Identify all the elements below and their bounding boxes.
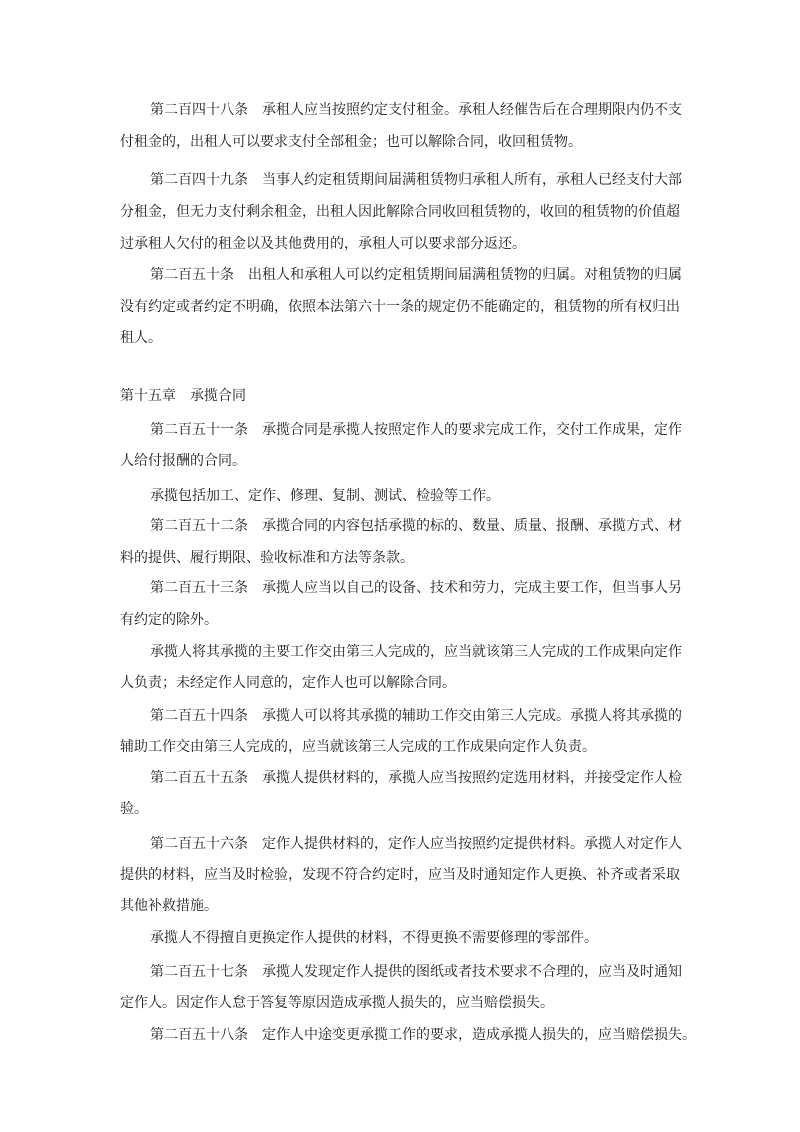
paragraph-no-replace: 承揽人不得擅自更换定作人提供的材料，不得更换不需要修理的零部件。 <box>150 930 598 946</box>
chapter-title: 第十五章 承揽合同 <box>120 388 246 404</box>
article-248-line-1: 第二百四十八条 承租人应当按照约定支付租金。承租人经催告后在合理期限内仍不支 <box>150 102 682 118</box>
article-248-line-2: 付租金的，出租人可以要求支付全部租金；也可以解除合同，收回租赁物。 <box>120 134 582 150</box>
article-254-line-2: 辅助工作交由第三人完成的，应当就该第三人完成的工作成果向定作人负责。 <box>120 739 596 755</box>
article-252-line-1: 第二百五十二条 承揽合同的内容包括承揽的标的、数量、质量、报酬、承揽方式、材 <box>150 518 682 534</box>
article-255-line-1: 第二百五十五条 承揽人提供材料的，承揽人应当按照约定选用材料，并接受定作人检 <box>150 770 682 786</box>
article-252-line-2: 料的提供、履行期限、验收标准和方法等条款。 <box>120 550 414 566</box>
article-250-line-2: 没有约定或者约定不明确，依照本法第六十一条的规定仍不能确定的，租赁物的所有权归出 <box>120 299 680 315</box>
article-249-line-2: 分租金，但无力支付剩余租金，出租人因此解除合同收回租赁物的，收回的租赁物的价值超 <box>120 204 680 220</box>
article-253-line-2: 有约定的除外。 <box>120 612 218 628</box>
article-254-line-1: 第二百五十四条 承揽人可以将其承揽的辅助工作交由第三人完成。承揽人将其承揽的 <box>150 708 682 724</box>
article-250-line-1: 第二百五十条 出租人和承租人可以约定租赁期间届满租赁物的归属。对租赁物的归属 <box>150 267 682 283</box>
paragraph-scope: 承揽包括加工、定作、修理、复制、测试、检验等工作。 <box>150 488 500 504</box>
article-251-line-1: 第二百五十一条 承揽合同是承揽人按照定作人的要求完成工作，交付工作成果，定作 <box>150 422 682 438</box>
paragraph-third-party-line-2: 人负责；未经定作人同意的，定作人也可以解除合同。 <box>120 675 456 691</box>
article-250-line-3: 租人。 <box>120 330 162 346</box>
article-249-line-1: 第二百四十九条 当事人约定租赁期间届满租赁物归承租人所有，承租人已经支付大部 <box>150 172 682 188</box>
article-257-line-1: 第二百五十七条 承揽人发现定作人提供的图纸或者技术要求不合理的，应当及时通知 <box>150 964 682 980</box>
article-255-line-2: 验。 <box>120 801 148 817</box>
article-256-line-3: 其他补救措施。 <box>120 898 218 914</box>
article-256-line-1: 第二百五十六条 定作人提供材料的，定作人应当按照约定提供材料。承揽人对定作人 <box>150 836 682 852</box>
article-257-line-2: 定作人。因定作人怠于答复等原因造成承揽人损失的，应当赔偿损失。 <box>120 995 554 1011</box>
article-253-line-1: 第二百五十三条 承揽人应当以自己的设备、技术和劳力，完成主要工作，但当事人另 <box>150 580 682 596</box>
paragraph-third-party-line-1: 承揽人将其承揽的主要工作交由第三人完成的，应当就该第三人完成的工作成果向定作 <box>150 644 682 660</box>
article-258-line-1: 第二百五十八条 定作人中途变更承揽工作的要求，造成承揽人损失的，应当赔偿损失。 <box>150 1027 696 1043</box>
article-249-line-3: 过承租人欠付的租金以及其他费用的，承租人可以要求部分返还。 <box>120 236 526 252</box>
article-256-line-2: 提供的材料，应当及时检验，发现不符合约定时，应当及时通知定作人更换、补齐或者采取 <box>120 867 680 883</box>
article-251-line-2: 人给付报酬的合同。 <box>120 453 246 469</box>
